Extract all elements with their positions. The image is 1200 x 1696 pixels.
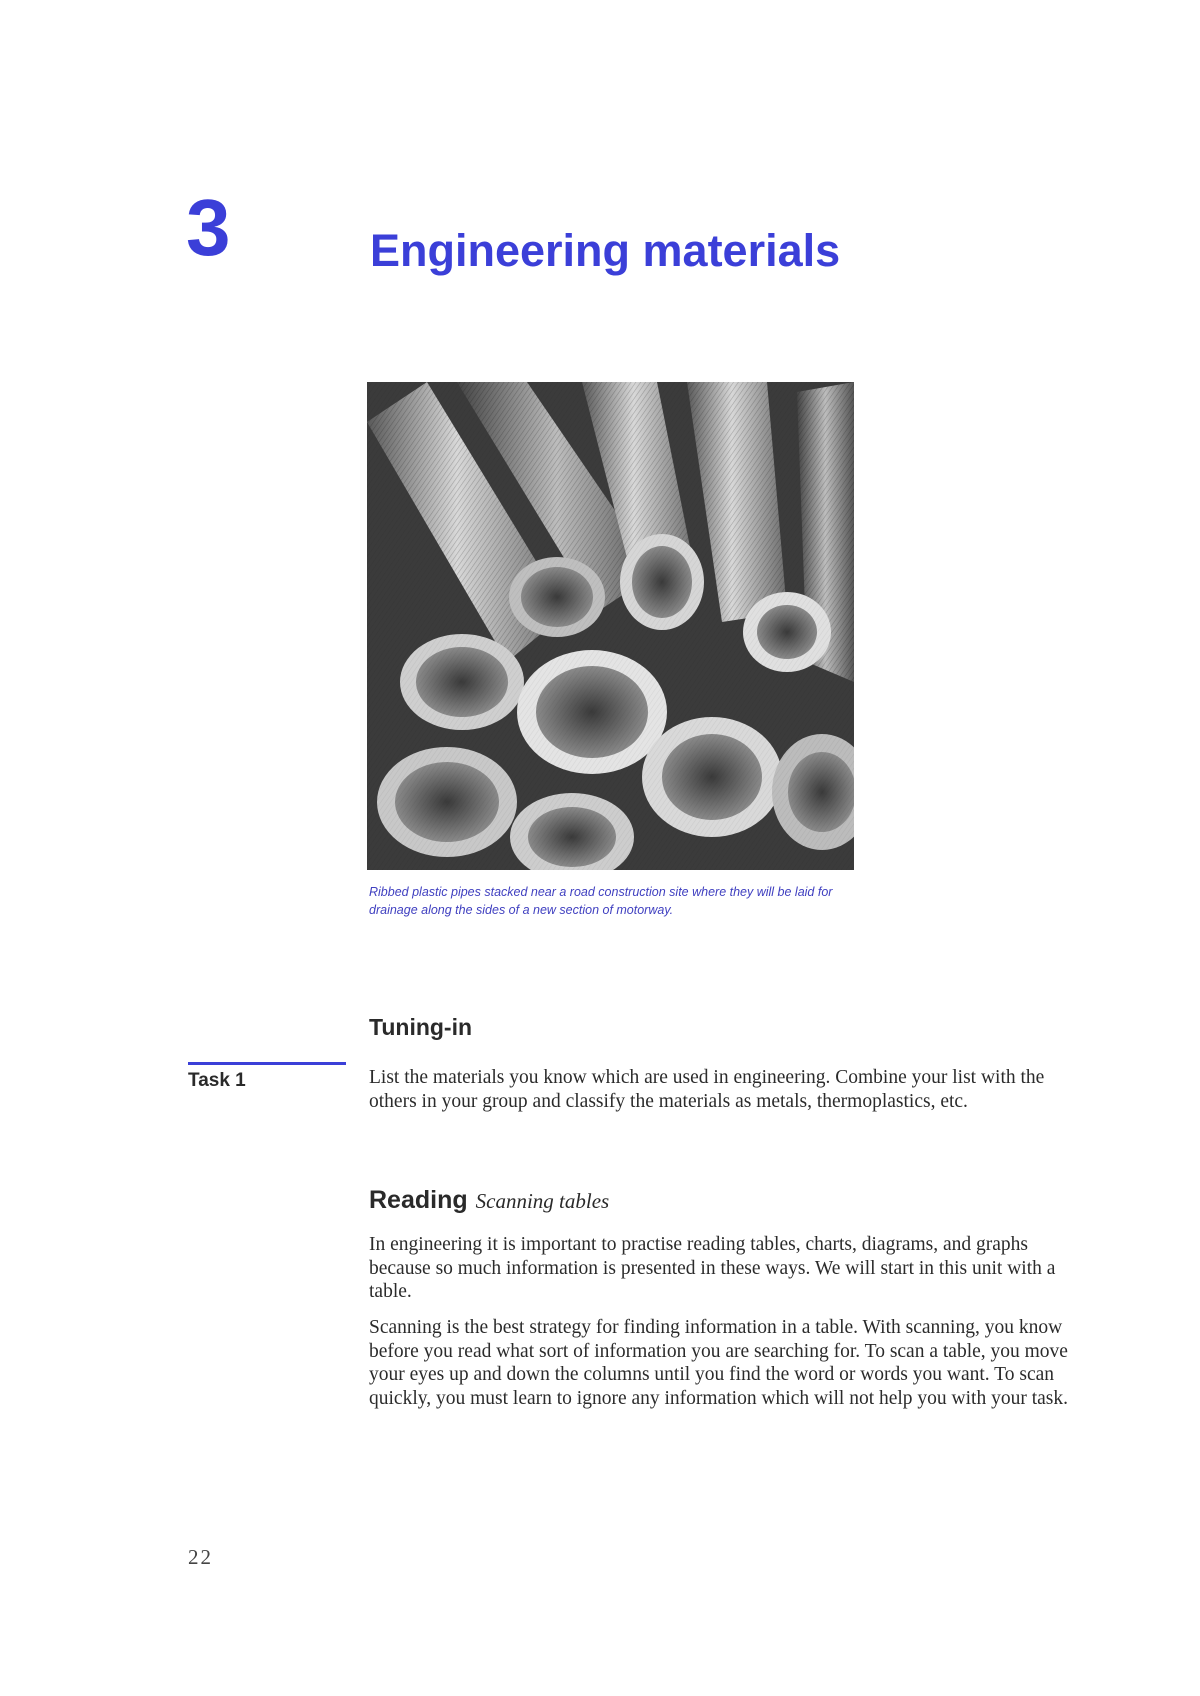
pipes-photo bbox=[367, 382, 854, 870]
task-divider bbox=[188, 1062, 346, 1065]
chapter-number: 3 bbox=[186, 183, 231, 272]
pipes-photo-graphic bbox=[367, 382, 854, 870]
page-number: 22 bbox=[188, 1545, 213, 1569]
reading-paragraph-2: Scanning is the best strategy for finding information in a table. With scanning, you know before you read what sort of information you are searching for. To scan a table, you move your eyes up and down the columns until you find the word or words you want. To scan quickly, you must learn to ignore any information which will not help you with your task. bbox=[369, 1317, 1069, 1409]
tuning-in-heading: Tuning-in bbox=[369, 1014, 473, 1040]
task-1-text: List the materials you know which are used in engineering. Combine your list with the others in your group and classify the materials as metals, thermoplastics, etc. bbox=[369, 1067, 1045, 1112]
photo-caption: Ribbed plastic pipes stacked near a road construction site where they will be laid for drainage along the sides of a new section of motorway. bbox=[369, 885, 833, 917]
reading-paragraph-1: In engineering it is important to practise reading tables, charts, diagrams, and graphs because so much information is presented in these ways. We will start in this unit with a table. bbox=[369, 1234, 1056, 1302]
reading-heading-label: Reading bbox=[369, 1186, 468, 1214]
task-1-label: Task 1 bbox=[188, 1070, 246, 1091]
reading-heading bbox=[369, 1188, 609, 1213]
chapter-title: Engineering materials bbox=[370, 225, 841, 276]
reading-subheading: Scanning tables bbox=[475, 1189, 610, 1213]
